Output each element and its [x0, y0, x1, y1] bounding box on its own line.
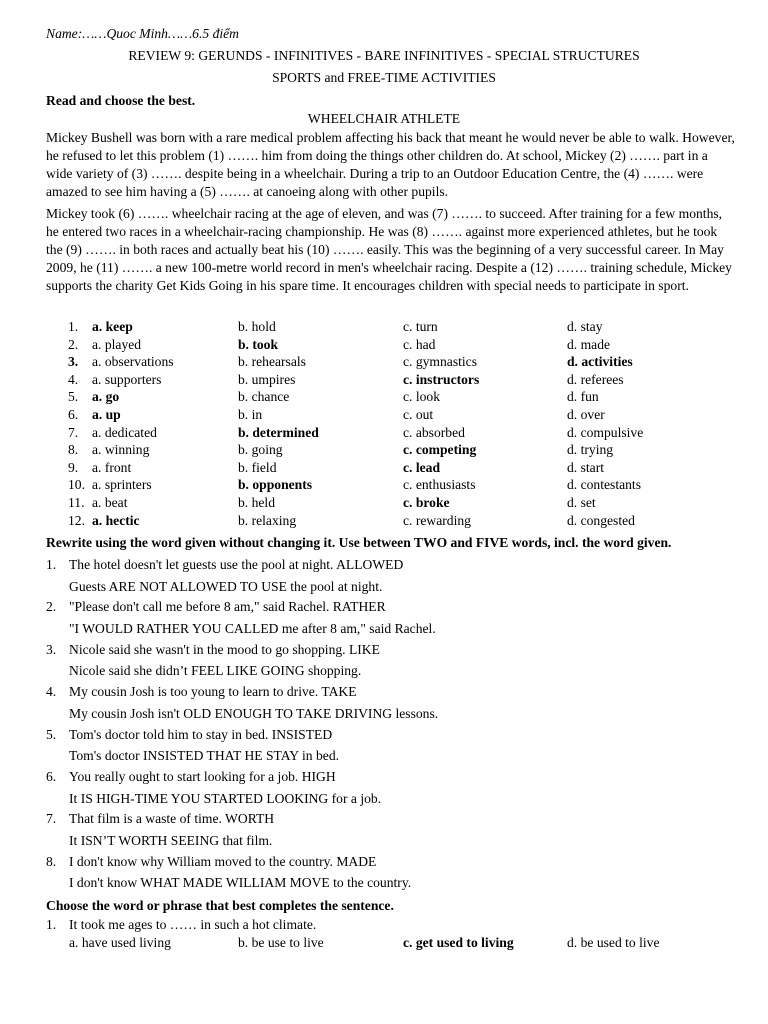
rewrite-number: 6. — [46, 769, 57, 784]
rewrite-prompt: My cousin Josh is too young to learn to drive. TAKE — [69, 684, 357, 700]
answer-option: c. had — [403, 336, 436, 352]
answer-option: d. start — [567, 459, 604, 475]
answer-option: b. took — [238, 336, 279, 352]
rewrite-prompt: I don't know why William moved to the country. MADE — [69, 853, 377, 869]
rewrite-answer: It ISN’T WORTH SEEING that film. — [69, 832, 273, 848]
answer-option: b. held — [238, 495, 275, 510]
rewrite-prompt: Tom's doctor told him to stay in bed. INSISTED — [69, 726, 333, 742]
answer-option: d. compulsive — [567, 424, 644, 440]
answer-option: c. look — [403, 389, 440, 405]
answer-option: c. out — [403, 407, 434, 422]
answer-option: c. enthusiasts — [403, 477, 476, 493]
choose-option: c. get used to living — [403, 935, 514, 950]
question-number: 11. — [68, 495, 85, 510]
answer-option: d. trying — [567, 442, 614, 458]
section3-instruction: Choose the word or phrase that best completes the sentence. — [46, 898, 394, 913]
answer-option: a. winning — [92, 442, 150, 458]
rewrite-answer: Guests ARE NOT ALLOWED TO USE the pool at night. — [69, 578, 383, 594]
answer-option: c. turn — [403, 319, 438, 334]
answer-option: b. hold — [238, 319, 276, 334]
rewrite-answer: "I WOULD RATHER YOU CALLED me after 8 am," said Rachel. — [69, 620, 436, 636]
question-number: 8. — [68, 442, 79, 458]
question-number: 3. — [68, 354, 79, 370]
question-number: 7. — [68, 424, 79, 440]
answer-option: a. beat — [92, 495, 128, 510]
rewrite-number: 2. — [46, 599, 57, 615]
choose-option: b. be use to live — [238, 935, 324, 950]
answer-option: b. chance — [238, 389, 290, 405]
answer-option: c. instructors — [403, 371, 480, 387]
answer-option: d. set — [567, 495, 596, 510]
answer-option: b. field — [238, 459, 277, 475]
worksheet-subtitle: SPORTS and FREE-TIME ACTIVITIES — [272, 70, 496, 85]
passage-title: WHEELCHAIR ATHLETE — [307, 111, 461, 126]
answer-option: c. lead — [403, 459, 440, 475]
worksheet-title: REVIEW 9: GERUNDS - INFINITIVES - BARE INFINITIVES - SPECIAL STRUCTURES — [128, 48, 640, 63]
student-name-line — [46, 25, 239, 42]
rewrite-number: 7. — [46, 811, 57, 827]
answer-option: d. congested — [567, 512, 635, 528]
answer-option: b. going — [238, 442, 283, 458]
rewrite-number: 3. — [46, 641, 57, 657]
section1-instruction: Read and choose the best. — [46, 93, 196, 108]
rewrite-prompt: Nicole said she wasn't in the mood to go shopping. LIKE — [69, 641, 380, 657]
answer-option: a. go — [92, 389, 120, 405]
answer-option: a. sprinters — [92, 477, 152, 493]
answer-option: a. front — [92, 459, 132, 475]
question-number: 12. — [68, 512, 85, 528]
answer-option: d. stay — [567, 319, 603, 334]
rewrite-prompt: You really ought to start looking for a job. HIGH — [69, 769, 336, 784]
rewrite-answer: I don't know WHAT MADE WILLIAM MOVE to the country. — [69, 875, 412, 891]
choose-number: 1. — [46, 917, 57, 932]
question-number: 6. — [68, 407, 79, 422]
answer-option: a. played — [92, 336, 142, 352]
rewrite-number: 5. — [46, 726, 57, 742]
rewrite-answer: Nicole said she didn’t FEEL LIKE GOING shopping. — [69, 663, 362, 679]
rewrite-prompt: That film is a waste of time. WORTH — [69, 811, 275, 827]
answer-option: a. observations — [92, 354, 174, 370]
answer-option: d. contestants — [567, 477, 641, 493]
answer-option: c. competing — [403, 442, 477, 458]
rewrite-number: 4. — [46, 684, 57, 700]
answer-option: c. rewarding — [403, 512, 471, 528]
question-number: 9. — [68, 459, 79, 475]
answer-option: a. dedicated — [92, 424, 157, 440]
answer-option: c. broke — [403, 495, 450, 510]
question-number: 10. — [68, 477, 85, 493]
answer-option: d. activities — [567, 354, 633, 370]
rewrite-prompt: The hotel doesn't let guests use the pool at night. ALLOWED — [69, 557, 404, 572]
rewrite-number: 8. — [46, 853, 57, 869]
passage-paragraph-1: Mickey Bushell was born with a rare medical problem affecting his back that meant he would never be able to walk. However, he refused to let this problem (1) ……. him from doing the things other children do. At school, Mickey (2) ……. part in a wide variety of (3) ……. despite being in a wheelchair. During a trip to an Outdoor Education Centre, the (4) ……. were amazed to see him having a (5) ……. at canoeing along with other pupils. — [46, 130, 735, 199]
rewrite-number: 1. — [46, 557, 57, 572]
score: 6.5 điểm — [192, 26, 239, 41]
answer-option: b. umpires — [238, 371, 296, 387]
answer-option: a. hectic — [92, 512, 140, 528]
answer-option: d. over — [567, 407, 605, 422]
section2-instruction: Rewrite using the word given without changing it. Use between TWO and FIVE words, incl. the word given. — [46, 535, 672, 550]
question-number: 5. — [68, 389, 79, 405]
answer-option: b. relaxing — [238, 512, 297, 528]
answer-option: a. keep — [92, 319, 133, 334]
question-number: 1. — [68, 319, 79, 334]
answer-option: c. gymnastics — [403, 354, 477, 370]
answer-option: b. opponents — [238, 477, 313, 493]
rewrite-answer: Tom's doctor INSISTED THAT HE STAY in bed. — [69, 748, 340, 764]
choose-option: a. have used living — [69, 935, 171, 950]
rewrite-prompt: "Please don't call me before 8 am," said Rachel. RATHER — [69, 599, 386, 615]
name-dots-left: …… — [82, 26, 107, 41]
answer-option: d. fun — [567, 389, 599, 405]
question-number: 4. — [68, 371, 79, 387]
choose-prompt: It took me ages to …… in such a hot climate. — [69, 917, 317, 932]
rewrite-answer: My cousin Josh isn't OLD ENOUGH TO TAKE DRIVING lessons. — [69, 705, 439, 721]
name-label: Name: — [46, 26, 83, 41]
answer-option: b. determined — [238, 424, 319, 440]
answer-option: c. absorbed — [403, 424, 465, 440]
choose-option: d. be used to live — [567, 935, 660, 950]
passage-paragraph-2: Mickey took (6) ……. wheelchair racing at the age of eleven, and was (7) ……. to succeed. After training for a few months, he entered two races in a wheelchair-racing championship. He was (8) ……. against more experienced athletes, but he took the (9) ……. in both races and actually beat his (10) ……. easily. This was the beginning of a very successful career. In May 2009, he (11) ……. a new 100-metre world record in men's wheelchair racing. Despite a (12) ……. training schedule, Mickey supports the charity Get Kids Going in his spare time. It encourages children with special needs to participate in sport. — [46, 206, 732, 293]
answer-option: d. referees — [567, 371, 624, 387]
answer-option: d. made — [567, 336, 611, 352]
answer-option: b. in — [238, 407, 263, 422]
answer-option: a. supporters — [92, 371, 162, 387]
answer-option: b. rehearsals — [238, 354, 306, 370]
name-dots-right: …… — [167, 26, 193, 41]
answer-option: a. up — [92, 407, 121, 422]
student-name: Quoc Minh — [106, 26, 168, 41]
question-number: 2. — [68, 336, 79, 352]
rewrite-answer: It IS HIGH-TIME YOU STARTED LOOKING for a job. — [69, 790, 382, 806]
